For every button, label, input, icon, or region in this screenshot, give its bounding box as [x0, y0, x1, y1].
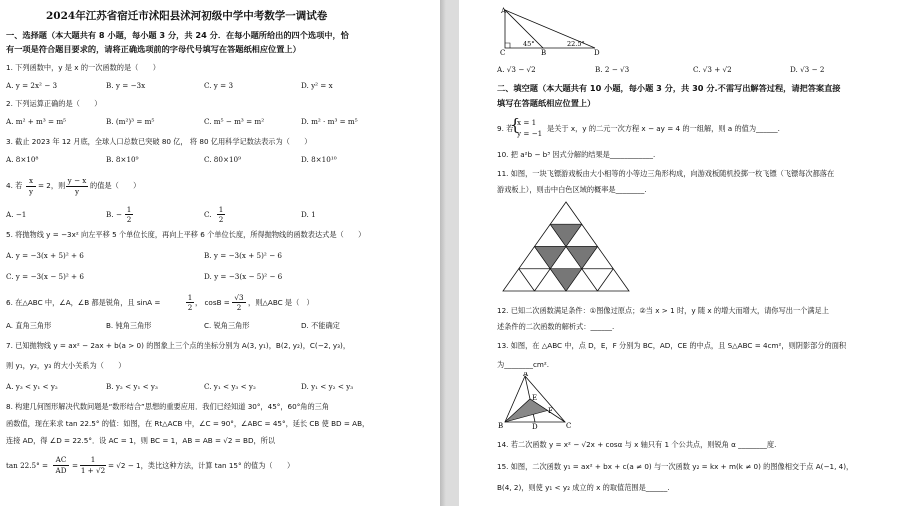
q4-fraction1-numerator: x	[28, 176, 34, 185]
q4-option-b-numerator: 1	[126, 205, 132, 214]
q7-option-a: A. y₃ < y₁ < y₂	[6, 382, 58, 391]
q8-option-c: C. √3 + √2	[693, 65, 732, 74]
angle-45-label: 45°	[523, 40, 535, 48]
question-12-line2: 述条件的二次函数的解析式：______.	[497, 322, 615, 331]
q5-option-c: C. y = −3(x − 5)² + 6	[6, 272, 84, 281]
label-d-13: D	[532, 423, 538, 431]
q6-option-b: B. 钝角三角形	[106, 321, 152, 330]
question-13-line1: 13. 如图，在 △ABC 中，点 D，E，F 分别为 BC，AD，CE 的中点，且 S△ABC = 4cm²，则阴影部分的面积	[497, 341, 847, 350]
shaded-triangle-4	[550, 269, 582, 291]
q4-option-b-denominator: 2	[126, 215, 132, 224]
shaded-triangle-bef	[505, 399, 548, 422]
q8-fraction2-numerator: 1	[90, 455, 96, 464]
question-7-line1: 7. 已知抛物线 y = ax² − 2ax + b(a > 0) 的图象上三个点的坐标分别为 A(3, y₁)，B(2, y₂)，C(−2, y₃)，	[6, 341, 351, 350]
question-6-middle: ， cosB =	[195, 298, 230, 307]
question-4-prefix: 4. 若	[6, 181, 23, 190]
dartboard-figure	[501, 199, 631, 294]
exam-title: 2024年江苏省宿迁市沭阳县沭河初级中学中考数学一调试卷	[46, 10, 328, 22]
q8-fraction1-denominator: AD	[55, 466, 67, 475]
q4-option-c-denominator: 2	[218, 215, 224, 224]
right-angle-mark	[505, 43, 510, 48]
question-9-prefix: 9. 若	[497, 124, 514, 133]
question-5: 5. 将抛物线 y = −3x² 向左平移 5 个单位长度，再向上平移 6 个单位长度，所得抛物线的函数表达式是（ ）	[6, 230, 366, 239]
q5-option-b: B. y = −3(x + 5)² − 6	[204, 251, 282, 260]
q9-system-line1: x = 1	[517, 118, 537, 127]
q1-option-a: A. y = 2x² − 3	[6, 81, 58, 90]
q4-fraction2-numerator: y − x	[67, 176, 87, 185]
q7-option-c: C. y₁ < y₃ < y₂	[204, 382, 256, 391]
q13-triangle-figure	[497, 372, 577, 432]
shaded-triangle-3	[566, 247, 598, 269]
question-14: 14. 若二次函数 y = x² − √2x + cosα 与 x 轴只有 1 个公共点，则锐角 α ________度.	[497, 440, 777, 449]
q4-fraction1-denominator: y	[28, 187, 34, 196]
q8-fraction1-numerator: AC	[55, 455, 67, 464]
question-11-line1: 11. 如图，一块飞镖游戏板由大小相等的小等边三角形构成，向游戏板随机投掷一枚飞镖（飞镖每次都落在	[497, 169, 835, 178]
page-gap	[440, 0, 446, 506]
q6-fraction1-denominator: 2	[187, 303, 193, 312]
shaded-triangle-2	[535, 247, 567, 269]
q6-option-d: D. 不能确定	[301, 321, 340, 330]
section1-heading-line1: 一、选择题（本大题共有 8 小题，每小题 3 分，共 24 分．在每小题所给出的四个选项中，恰	[6, 30, 349, 40]
question-15-line1: 15. 如图，二次函数 y₁ = ax² + bx + c(a ≠ 0) 与一次函数 y₂ = kx + m(k ≠ 0) 的图像相交于点 A(−1, 4)，	[497, 462, 854, 471]
q4-option-c: C.	[204, 210, 212, 219]
label-e-13: E	[532, 394, 538, 402]
q8-equals: =	[72, 461, 79, 470]
section2-heading-line2: 填写在答题纸相应位置上）	[497, 98, 596, 108]
label-a: A	[501, 7, 507, 15]
question-10: 10. 把 a²b − b³ 因式分解的结果是____________.	[497, 150, 656, 159]
question-3: 3. 截止 2023 年 12 月底，全球人口总数已突破 80 亿， 将 80 亿用科学记数法表示为（ ）	[6, 137, 312, 146]
question-6-prefix: 6. 在△ABC 中，∠A，∠B 都是锐角，且 sinA =	[6, 298, 161, 307]
question-4-middle: = 2，则	[38, 181, 66, 190]
q8-triangle-figure	[497, 6, 607, 56]
dartboard-line-e3	[519, 269, 535, 291]
q3-option-b: B. 8×10⁹	[106, 155, 139, 164]
q6-option-a: A. 直角三角形	[6, 321, 52, 330]
q9-system-line2: y = −1	[517, 129, 543, 138]
exam-page-right	[459, 0, 900, 506]
question-9-suffix: 是关于 x，y 的二元一次方程 x − ay = 4 的一组解，则 a 的值为______.	[547, 124, 780, 133]
q3-option-a: A. 8×10⁸	[6, 155, 39, 164]
q1-option-b: B. y = −3x	[106, 81, 146, 90]
angle-22-5-label: 22.5°	[567, 40, 585, 48]
q5-option-d: D. y = −3(x − 5)² − 6	[204, 272, 283, 281]
q8-fraction2-denominator: 1 + √2	[80, 466, 106, 475]
question-11-line2: 游戏板上），则击中白色区域的概率是________.	[497, 185, 647, 194]
question-8-line4-prefix: tan 22.5° =	[6, 461, 48, 470]
question-8-line3: 连接 AD，得 ∠D = 22.5°．设 AC = 1，则 BC = 1，AB = AB = √2 = BD，所以	[6, 436, 276, 445]
q5-option-a: A. y = −3(x + 5)² + 6	[6, 251, 84, 260]
label-c-13: C	[566, 422, 572, 430]
q4-fraction2-denominator: y	[74, 187, 80, 196]
question-8-line4-suffix: = √2 − 1，类比这种方法，计算 tan 15° 的值为（ ）	[108, 461, 295, 470]
q4-option-d: D. 1	[301, 210, 316, 219]
q2-option-b: B. (m²)³ = m⁵	[106, 117, 155, 126]
q4-option-b: B. −	[106, 210, 122, 219]
q3-option-d: D. 8×10¹⁰	[301, 155, 337, 164]
q9-brace: {	[510, 115, 521, 134]
exam-page-left	[0, 0, 440, 506]
q6-fraction2-numerator: √3	[234, 293, 244, 302]
label-b: B	[541, 49, 547, 56]
question-1: 1. 下列函数中，y 是 x 的一次函数的是（ ）	[6, 63, 160, 72]
shaded-triangle-1	[550, 224, 582, 246]
q1-option-d: D. y² = x	[301, 81, 333, 90]
q6-fraction1-numerator: 1	[187, 293, 193, 302]
q4-option-a: A. −1	[6, 210, 27, 219]
q3-option-c: C. 80×10⁹	[204, 155, 242, 164]
label-f-13: F	[548, 407, 553, 415]
question-13-line2: 为________cm².	[497, 360, 550, 369]
question-7-line2: 则 y₁，y₂，y₃ 的大小关系为（ ）	[6, 361, 126, 370]
q1-option-c: C. y = 3	[204, 81, 234, 90]
q2-option-c: C. m⁵ − m³ = m²	[204, 117, 265, 126]
q8-option-d: D. √3 − 2	[790, 65, 825, 74]
question-2: 2. 下列运算正确的是（ ）	[6, 99, 102, 108]
label-a-13: A	[523, 372, 529, 378]
q6-option-c: C. 锐角三角形	[204, 321, 250, 330]
question-15-line2: B(4, 2)，则使 y₁ < y₂ 成立的 x 的取值范围是______.	[497, 483, 670, 492]
label-b-13: B	[498, 422, 504, 430]
q8-option-a: A. √3 − √2	[497, 65, 536, 74]
q2-option-a: A. m² + m³ = m⁵	[6, 117, 67, 126]
section1-heading-line2: 有一项是符合题目要求的，请将正确选项前的字母代号填写在答题纸相应位置上）	[6, 44, 301, 54]
q8-option-b: B. 2 − √3	[595, 65, 630, 74]
question-4-suffix: 的值是（ ）	[90, 181, 141, 190]
q6-fraction2-denominator: 2	[236, 303, 242, 312]
q4-option-c-numerator: 1	[218, 205, 224, 214]
section2-heading-line1: 二、填空题（本大题共有 10 小题，每小题 3 分，共 30 分.不需写出解答过程，请把答案直接	[497, 83, 841, 93]
question-6-suffix: ，则△ABC 是（ ）	[248, 298, 314, 307]
q7-option-b: B. y₂ < y₁ < y₃	[106, 382, 158, 391]
dartboard-line-d3	[598, 269, 614, 291]
q2-option-d: D. m² · m³ = m⁵	[301, 117, 358, 126]
q7-option-d: D. y₁ < y₂ < y₃	[301, 382, 354, 391]
question-8-line1: 8. 构建几何图形解决代数问题是“数形结合”思想的重要应用．我们已经知道 30°，45°，60°角的三角	[6, 402, 330, 411]
question-8-line2: 函数值，现在来求 tan 22.5° 的值：如图，在 Rt△ACB 中，∠C = 90°，∠ABC = 45°，延长 CB 使 BD = AB，	[6, 419, 370, 428]
question-12-line1: 12. 已知二次函数满足条件：①图像过原点；②当 x > 1 时，y 随 x 的增大而增大，请你写出一个满足上	[497, 306, 829, 315]
label-d: D	[594, 49, 600, 56]
label-c: C	[500, 49, 506, 56]
